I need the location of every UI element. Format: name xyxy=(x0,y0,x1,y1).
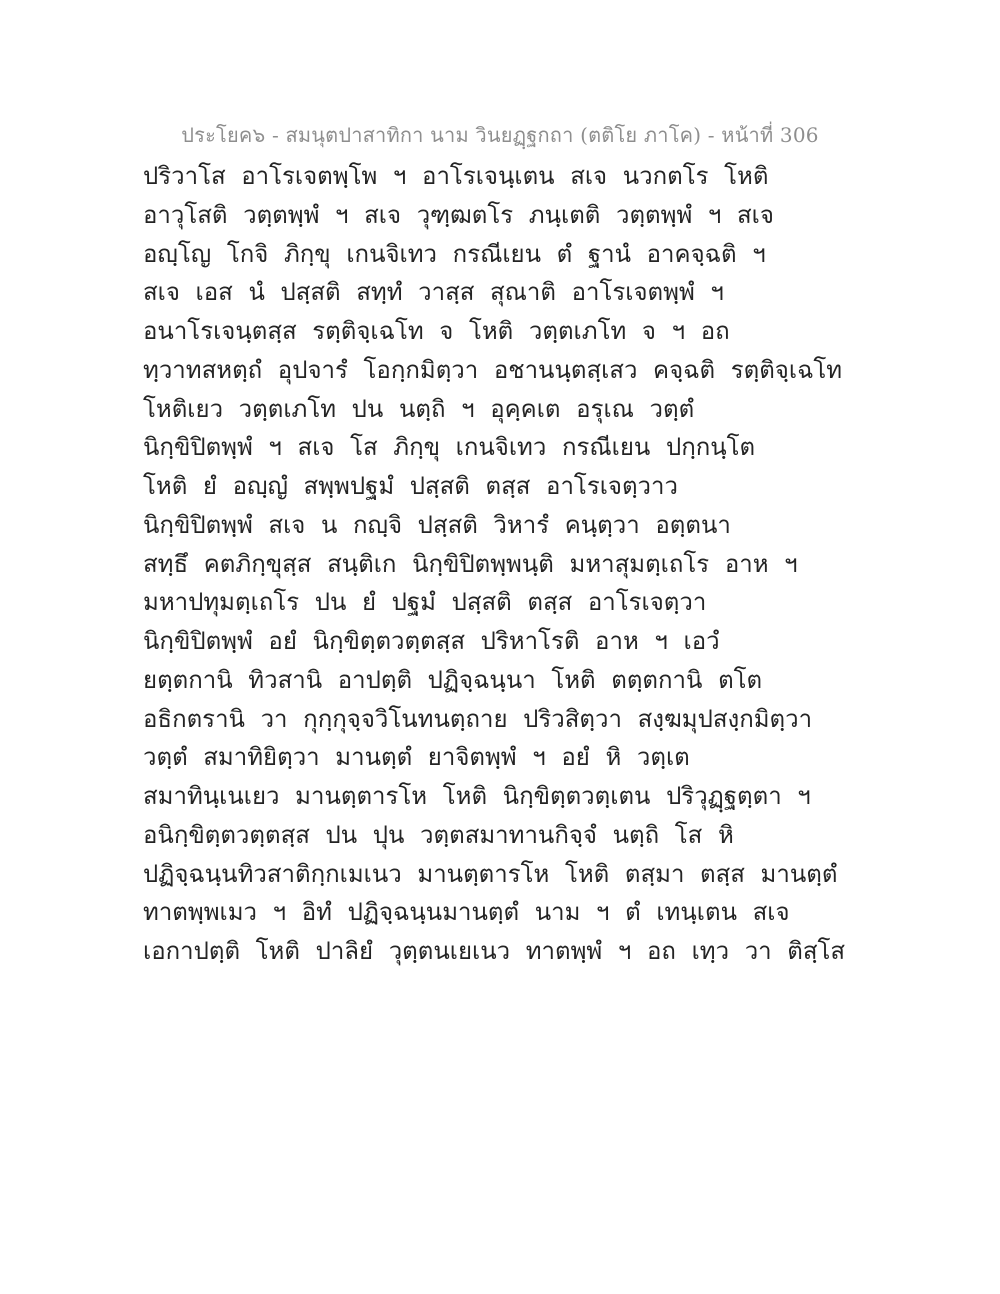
text-line: โหติ ยํ อญฺญํ สพฺพปฐมํ ปสฺสติ ตสฺส อาโรเจตฺวาว xyxy=(143,472,678,500)
text-line: อนิกฺขิตฺตวตฺตสฺส ปน ปุน วตฺตสมาทานกิจฺจํ นตฺถิ โส หิ xyxy=(143,820,734,849)
text-line: ปริวาโส อาโรเจตพฺโพ ฯ อาโรเจนฺเตน สเจ นวกตโร โหติ xyxy=(143,162,769,190)
text-line: อธิกตรานิ วา กุกฺกุจฺจวิโนทนตฺถาย ปริวสิตฺวา สงฺฆมุปสงฺกมิตฺวา xyxy=(143,704,813,733)
page-header: ประโยค๖ - สมนุตปาสาทิกา นาม วินยฏฺฐกถา (ตติโย ภาโค) - หน้าที่ 306 xyxy=(181,123,819,147)
text-line: สมาทินฺเนเยว มานตฺตารโห โหติ นิกฺขิตฺตวตฺเตน ปริวุฏฺฐตฺตา ฯ xyxy=(143,782,811,810)
text-line: อาวุโสติ วตฺตพฺพํ ฯ สเจ วุฑฺฒตโร ภนฺเตติ วตฺตพฺพํ ฯ สเจ xyxy=(143,200,774,229)
text-line: อนาโรเจนฺตสฺส รตฺติจฺเฉโท จ โหติ วตฺตเภโท จ ฯ อถ xyxy=(143,317,730,345)
text-line: ปฏิจฺฉนฺนทิวสาติกฺกเมเนว มานตฺตารโห โหติ ตสฺมา ตสฺส มานตฺตํ xyxy=(143,859,838,888)
text-line: ทาตพฺพเมว ฯ อิทํ ปฏิจฺฉนฺนมานตฺตํ นาม ฯ ตํ เทนฺเตน สเจ xyxy=(143,898,790,927)
text-line: นิกฺขิปิตพฺพํ ฯ สเจ โส ภิกฺขุ เกนจิเทว กรณีเยน ปกฺกนฺโต xyxy=(143,433,756,462)
text-line: สเจ เอส นํ ปสฺสติ สทฺทํ วาสฺส สุณาติ อาโรเจตพฺพํ ฯ xyxy=(143,278,724,307)
text-line: สทฺธึ คตภิกฺขุสฺส สนฺติเก นิกฺขิปิตพฺพนฺติ มหาสุมตฺเถโร อาห ฯ xyxy=(143,549,798,578)
text-line: วตฺตํ สมาทิยิตฺวา มานตฺตํ ยาจิตพฺพํ ฯ อยํ หิ วตฺเต xyxy=(143,743,690,772)
text-line: เอกาปตฺติ โหติ ปาลิยํ วุตฺตนเยเนว ทาตพฺพํ ฯ อถ เทฺว วา ติสฺโส xyxy=(143,937,846,965)
text-line: นิกฺขิปิตพฺพํ สเจ น กญฺจิ ปสฺสติ วิหารํ คนฺตฺวา อตฺตนา xyxy=(143,510,731,539)
text-line: นิกฺขิปิตพฺพํ อยํ นิกฺขิตฺตวตฺตสฺส ปริหาโรติ อาห ฯ เอวํ xyxy=(143,627,720,655)
text-line: อญฺโญ โกจิ ภิกฺขุ เกนจิเทว กรณีเยน ตํ ฐานํ อาคจฺฉติ ฯ xyxy=(143,239,766,268)
text-line: โหติเยว วตฺตเภโท ปน นตฺถิ ฯ อุคฺคเต อรุเณ วตฺตํ xyxy=(143,394,695,423)
page-body xyxy=(143,157,880,971)
text-line: มหาปทุมตฺเถโร ปน ยํ ปฐมํ ปสฺสติ ตสฺส อาโรเจตฺวา xyxy=(143,588,707,617)
text-line: ทฺวาทสหตฺถํ อุปจารํ โอกฺกมิตฺวา อชานนฺตสฺเสว คจฺฉติ รตฺติจฺเฉโท xyxy=(143,355,843,384)
text-line: ยตฺตกานิ ทิวสานิ อาปตฺติ ปฏิจฺฉนฺนา โหติ ตตฺตกานิ ตโต xyxy=(143,665,763,694)
